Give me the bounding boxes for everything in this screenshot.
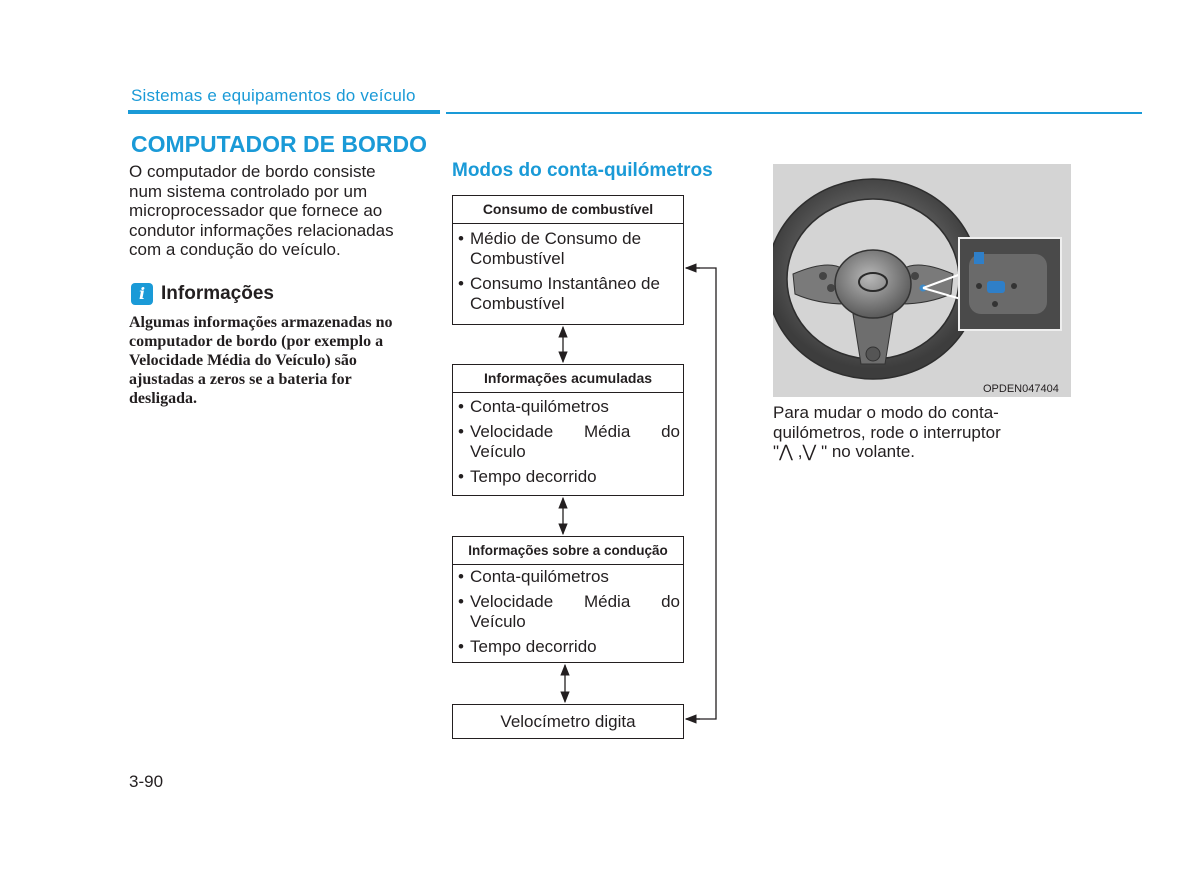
item-line: Veículo bbox=[470, 612, 526, 631]
info-line: desligada. bbox=[129, 390, 198, 407]
intro-line: num sistema controlado por um bbox=[129, 181, 368, 201]
info-title: Informações bbox=[161, 283, 274, 304]
steering-wheel-image bbox=[773, 164, 1071, 397]
bullet: • bbox=[458, 637, 464, 656]
caption-line: Para mudar o modo do conta- bbox=[773, 403, 999, 422]
intro-line: O computador de bordo consiste bbox=[129, 162, 376, 181]
item-line: Conta-quilómetros bbox=[470, 567, 609, 586]
item-line: Velocidade Média do bbox=[470, 592, 680, 611]
item-line: Combustível bbox=[470, 249, 565, 268]
bullet: • bbox=[458, 467, 464, 486]
intro-line: condutor informações relacionadas bbox=[129, 220, 394, 240]
caption-line: "⋀ ,⋁ " no volante. bbox=[773, 442, 916, 461]
box-heading: Informações acumuladas bbox=[453, 365, 683, 393]
caption-line: quilómetros, rode o interruptor bbox=[773, 422, 1001, 442]
page-title: COMPUTADOR DE BORDO bbox=[131, 131, 428, 157]
figure-caption bbox=[773, 403, 1070, 462]
info-line: Velocidade Média do Veículo) são bbox=[129, 352, 357, 369]
box-heading: Informações sobre a condução bbox=[453, 537, 683, 565]
item-line: Combustível bbox=[470, 294, 565, 313]
bullet: • bbox=[458, 229, 464, 248]
info-line: computador de bordo (por exemplo a bbox=[129, 333, 384, 350]
loop-line bbox=[686, 268, 716, 719]
item-line: Veículo bbox=[470, 442, 526, 461]
bullet: • bbox=[458, 397, 464, 416]
intro-line: com a condução do veículo. bbox=[129, 240, 341, 259]
info-icon: i bbox=[131, 283, 153, 305]
item-line: Médio de Consumo de bbox=[470, 229, 642, 248]
digital-speedometer-box: Velocímetro digita bbox=[452, 704, 684, 739]
item-line: Conta-quilómetros bbox=[470, 397, 609, 416]
item-line: Tempo decorrido bbox=[470, 467, 597, 486]
info-line: Algumas informações armazenadas no bbox=[129, 314, 393, 331]
box-heading: Consumo de combustível bbox=[453, 196, 683, 224]
info-line: ajustadas a zeros se a bateria for bbox=[129, 371, 352, 388]
modes-title: Modos do conta-quilómetros bbox=[452, 160, 713, 181]
intro-line: microprocessador que fornece ao bbox=[129, 201, 383, 220]
figure-code: OPDEN047404 bbox=[983, 383, 1059, 395]
bullet: • bbox=[458, 422, 464, 441]
bullet: • bbox=[458, 274, 464, 293]
page-number: 3-90 bbox=[129, 772, 164, 791]
item-line: Tempo decorrido bbox=[470, 637, 597, 656]
bullet: • bbox=[458, 567, 464, 586]
item-line: Consumo Instantâneo de bbox=[470, 274, 660, 293]
steering-wheel-icon bbox=[773, 164, 1071, 397]
bullet: • bbox=[458, 592, 464, 611]
item-line: Velocidade Média do bbox=[470, 422, 680, 441]
running-header: Sistemas e equipamentos do veículo bbox=[131, 86, 416, 105]
